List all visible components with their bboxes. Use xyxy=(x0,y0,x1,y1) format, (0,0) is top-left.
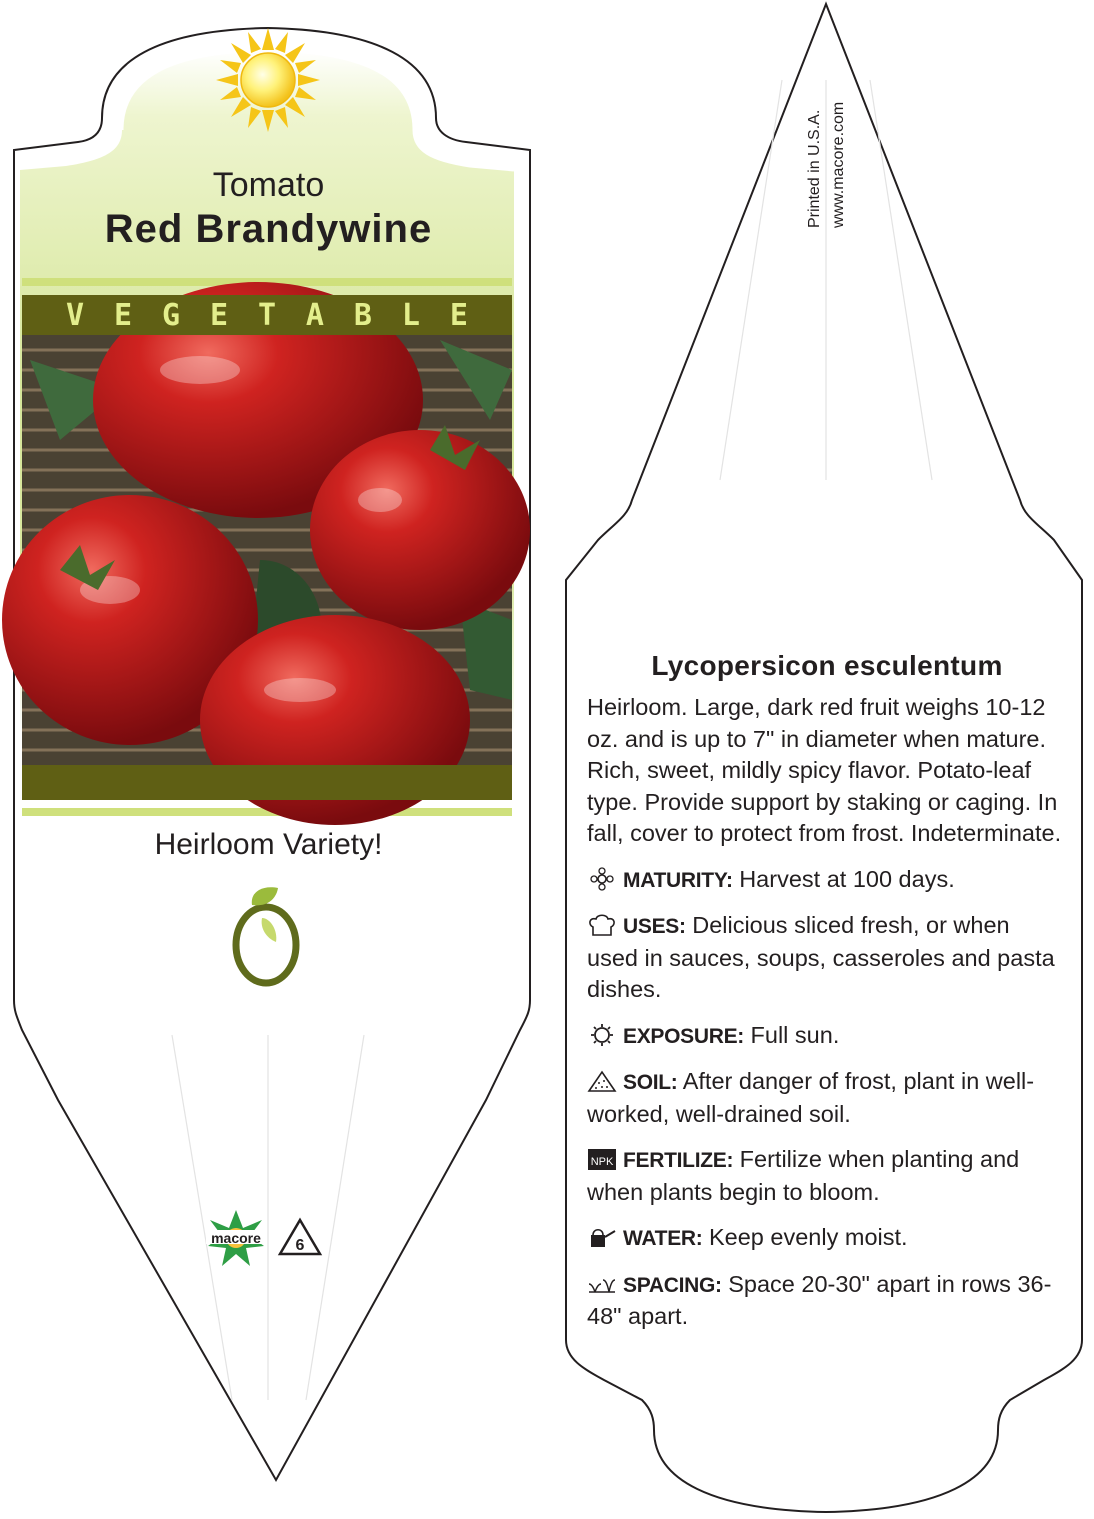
botanical-name: Lycopersicon esculentum xyxy=(651,650,1003,681)
care-row-fertilize: NPK FERTILIZE: Fertilize when planting and when plants begin to bloom. xyxy=(587,1146,1020,1205)
tagline: Heirloom Variety! xyxy=(154,828,383,861)
category-letter: E xyxy=(113,297,133,333)
category-band xyxy=(22,295,512,335)
variety-name: Red Brandywine xyxy=(104,207,433,251)
watering-can-icon xyxy=(587,1225,617,1249)
flower-icon xyxy=(587,867,617,891)
description: Heirloom. Large, dark red fruit weighs 10-12 oz. and is up to 7" in diameter when mature. Rich, sweet, mildly spicy flavor. Potato-leaf type. Provide support by staking or caging. In fall, cover to protect from frost. Indeterminate. xyxy=(587,694,1062,846)
care-row-maturity: MATURITY: Harvest at 100 days. xyxy=(587,864,1067,897)
care-row-exposure: EXPOSURE: Full sun. xyxy=(587,1020,1067,1053)
spacing-icon xyxy=(587,1272,617,1296)
website: www.macore.com xyxy=(830,101,847,228)
printed-in: Printed in U.S.A. xyxy=(806,109,823,228)
npk-icon xyxy=(587,1147,617,1171)
category-letter: E xyxy=(209,297,229,333)
care-row-spacing: SPACING: Space 20-30" apart in rows 36-48" apart. xyxy=(587,1270,1052,1329)
category-letter: A xyxy=(305,297,324,333)
chef-hat-icon xyxy=(587,913,617,937)
category-letter: B xyxy=(353,297,372,333)
category-letter: V xyxy=(66,297,85,333)
recycle-code: 6 xyxy=(295,1237,305,1254)
category-letter: L xyxy=(401,297,420,333)
category-letter: T xyxy=(257,297,276,333)
category-letter: G xyxy=(161,297,181,333)
care-info xyxy=(587,650,1067,1333)
common-name: Tomato xyxy=(212,166,325,204)
soil-icon xyxy=(587,1069,617,1093)
care-row-soil: SOIL: After danger of frost, plant in well-worked, well-drained soil. xyxy=(587,1068,1035,1127)
svg-text:NPK: NPK xyxy=(590,1156,614,1168)
care-row-water: WATER: Keep evenly moist. xyxy=(587,1222,1067,1255)
sun-outline-icon xyxy=(587,1023,617,1047)
brand-label: macore xyxy=(211,1230,261,1246)
care-row-uses: USES: Delicious sliced fresh, or when used in sauces, soups, casseroles and pasta dishes. xyxy=(587,912,1055,1002)
category-letter: E xyxy=(449,297,468,333)
